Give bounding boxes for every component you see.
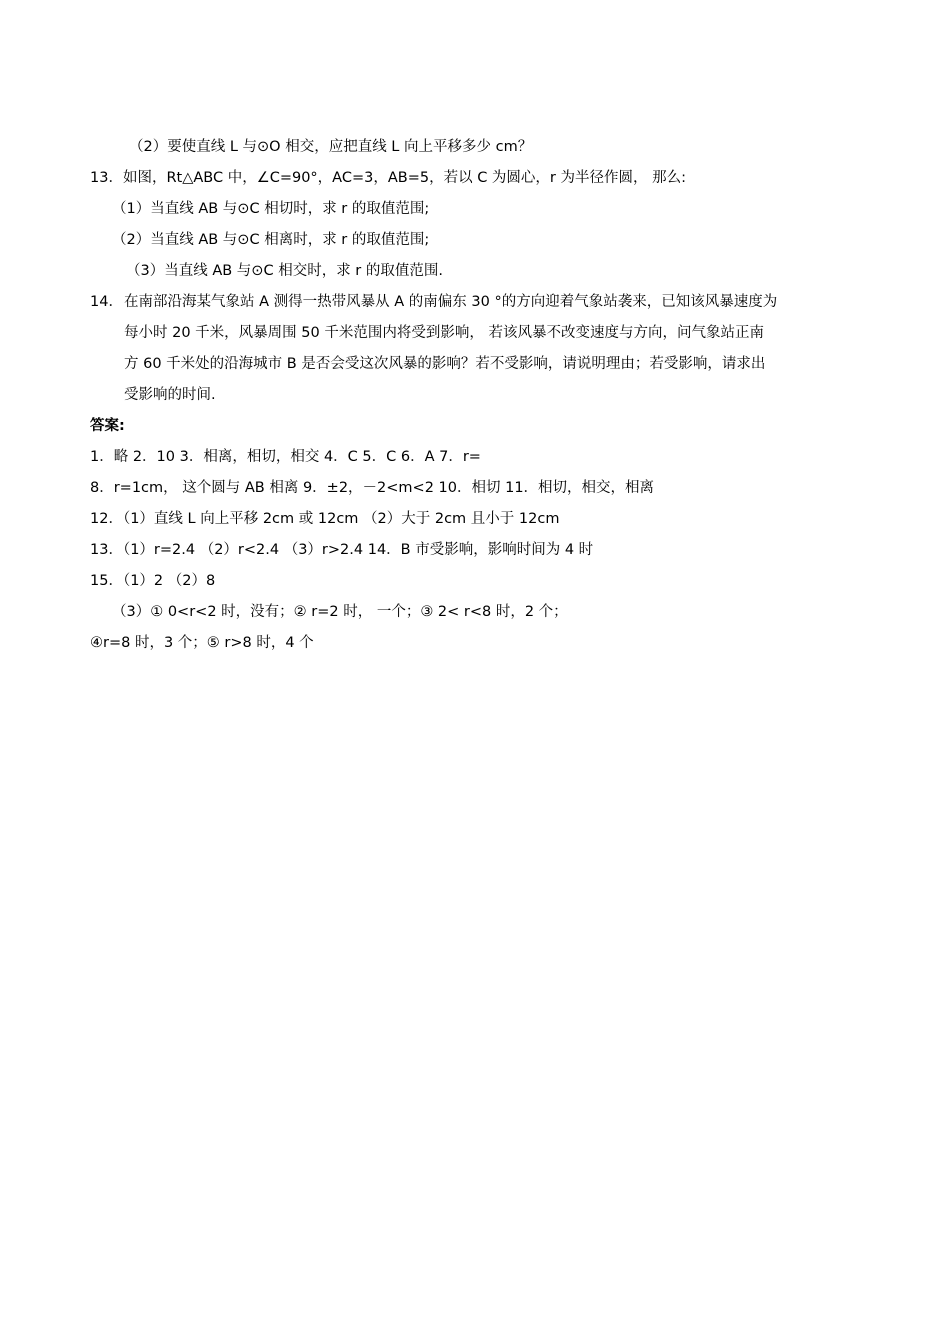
- answer-line: 15．（1）2 （2）8: [90, 573, 216, 589]
- q13-stem-line: [90, 168, 686, 188]
- q13-part2: （2）当直线 AB 与⊙C 相离时，求 r 的取值范围;: [112, 232, 430, 248]
- q13-part1: （1）当直线 AB 与⊙C 相切时，求 r 的取值范围;: [112, 201, 430, 217]
- answer-line: ④r=8 时，3 个；⑤ r>8 时，4 个: [90, 635, 314, 651]
- q13-stem: 如图，Rt△ABC 中，∠C=90°，AC=3，AB=5，若以 C 为圆心，r 为半径作圆， 那么:: [122, 170, 686, 186]
- answer-line: 12．（1）直线 L 向上平移 2cm 或 12cm （2）大于 2cm 且小于 12cm: [90, 511, 560, 527]
- q14-line-2: 每小时 20 千米，风暴周围 50 千米范围内将受到影响， 若该风暴不改变速度与方向，问气象站正南: [124, 325, 764, 341]
- q12-part2: （2）要使直线 L 与⊙O 相交，应把直线 L 向上平移多少 cm？: [129, 139, 533, 155]
- q14-line-4: 受影响的时间.: [124, 387, 216, 403]
- q13-number: 13．: [90, 170, 123, 186]
- answer-line: 13．（1）r=2.4 （2）r<2.4 （3）r>2.4 14．B 市受影响，影响时间为 4 时: [90, 542, 594, 558]
- q14-line-1: 在南部沿海某气象站 A 测得一热带风暴从 A 的南偏东 30 °的方向迎着气象站袭来，已知该风暴速度为: [124, 294, 778, 310]
- q13-part3: （3）当直线 AB 与⊙C 相交时，求 r 的取值范围.: [126, 263, 443, 279]
- answer-line: 1．略 2．10 3．相离，相切，相交 4．C 5．C 6．A 7．r=: [90, 449, 481, 465]
- answers-heading: 答案:: [90, 418, 125, 434]
- answer-line: 8．r=1cm， 这个圆与 AB 相离 9．±2，－2<m<2 10．相切 11．相切，相交，相离: [90, 480, 655, 496]
- q14-number: 14．: [90, 294, 123, 310]
- answer-line: （3）① 0<r<2 时，没有；② r=2 时， 一个；③ 2< r<8 时，2 个；: [112, 604, 568, 620]
- q14-line-3: 方 60 千米处的沿海城市 B 是否会受这次风暴的影响？若不受影响，请说明理由；若受影响，请求出: [124, 356, 766, 372]
